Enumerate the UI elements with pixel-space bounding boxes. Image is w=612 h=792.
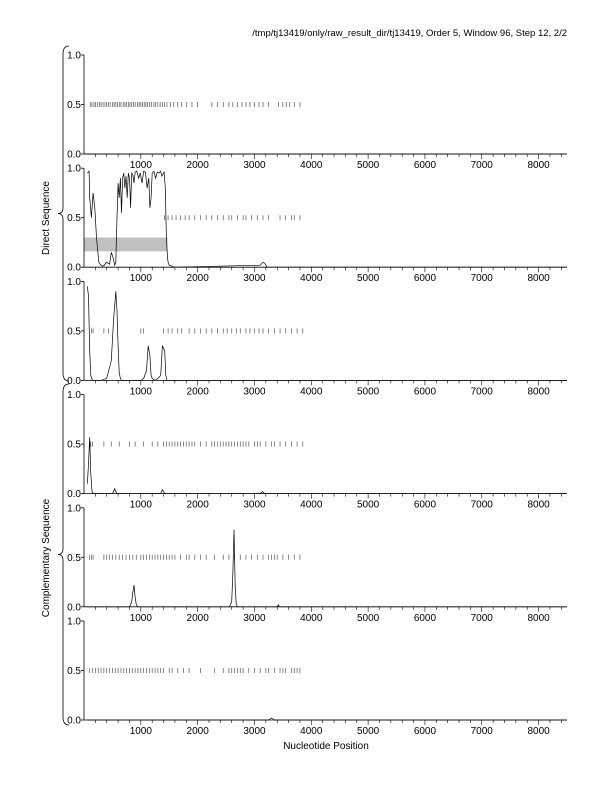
y-tick-label: 0.5 [67,666,81,677]
x-tick-label: 2000 [186,273,209,285]
x-tick-label: 1000 [129,726,152,737]
x-tick-label: 8000 [527,273,550,285]
x-tick-label: 7000 [470,612,493,624]
series-line [87,286,567,380]
x-tick-label: 4000 [300,612,323,624]
panel-3 [67,277,567,398]
x-tick-label: 7000 [470,273,493,285]
y-tick-label: 0.0 [67,489,81,501]
x-tick-label: 5000 [356,273,380,285]
x-tick-label: 8000 [527,612,550,624]
x-tick-label: 6000 [413,386,437,398]
x-tick-label: 3000 [243,160,266,171]
group-label-complementary: Complementary Sequence [41,498,52,618]
x-tick-label: 2000 [186,612,209,624]
x-tick-label: 6000 [413,726,437,737]
x-tick-label: 7000 [470,160,493,171]
x-tick-label: 7000 [470,499,493,511]
y-tick-label: 0.5 [67,326,81,338]
x-tick-label: 1000 [129,612,152,624]
x-tick-label: 5000 [356,386,380,398]
y-tick-label: 1.0 [67,163,81,175]
x-tick-label: 4000 [300,726,323,737]
x-tick-label: 2000 [186,160,209,171]
x-tick-label: 4000 [300,386,323,398]
x-tick-label: 4000 [300,499,323,511]
x-tick-label: 1000 [129,273,152,285]
y-tick-label: 1.0 [67,276,81,288]
x-tick-label: 2000 [186,386,209,398]
y-tick-label: 1.0 [67,503,81,515]
x-tick-label: 8000 [527,386,550,398]
x-axis-label: Nucleotide Position [283,741,369,752]
panels [67,51,567,738]
panel-4 [67,390,567,511]
x-tick-label: 3000 [243,273,266,285]
y-tick-label: 1.0 [67,616,81,628]
x-tick-label: 1000 [129,499,152,511]
x-tick-label: 1000 [129,160,152,171]
y-tick-label: 1.0 [67,50,81,62]
x-tick-label: 5000 [356,160,380,171]
x-tick-label: 5000 [356,726,380,737]
x-tick-label: 7000 [470,726,493,737]
panel-1 [67,51,567,172]
x-tick-label: 8000 [527,726,550,737]
x-tick-label: 6000 [413,160,437,171]
x-tick-label: 8000 [527,160,550,171]
x-tick-label: 7000 [470,386,493,398]
panel-6 [67,617,567,738]
series-line [87,171,567,267]
x-tick-label: 3000 [243,612,266,624]
group-label-direct: Direct Sequence [41,181,52,255]
panel-5 [67,503,567,624]
series-line [87,718,567,720]
series-line [87,437,567,493]
y-tick-label: 0.5 [67,213,81,225]
x-tick-label: 5000 [356,499,380,511]
x-tick-label: 2000 [186,726,209,737]
x-tick-label: 3000 [243,386,266,398]
x-tick-label: 1000 [129,386,152,398]
y-tick-label: 0.0 [67,262,81,274]
x-tick-label: 4000 [300,160,323,171]
x-tick-label: 4000 [300,273,323,285]
y-tick-label: 0.0 [67,375,81,387]
series-line [87,530,567,607]
y-tick-label: 0.5 [67,552,81,564]
figure-title: /tmp/tj13419/only/raw_result_dir/tj13419, Order 5, Window 96, Step 12, 2/2 [252,28,567,39]
y-tick-label: 0.0 [67,715,81,727]
y-tick-label: 0.0 [67,602,81,614]
x-tick-label: 5000 [356,612,380,624]
x-tick-label: 3000 [243,726,266,737]
y-tick-label: 0.5 [67,100,81,111]
y-tick-label: 0.5 [67,439,81,451]
x-tick-label: 6000 [413,273,437,285]
y-tick-label: 0.0 [67,149,81,161]
panel-2 [67,164,567,285]
y-tick-label: 1.0 [67,390,81,402]
x-tick-label: 2000 [186,499,209,511]
x-tick-label: 3000 [243,499,266,511]
x-tick-label: 6000 [413,499,437,511]
x-tick-label: 6000 [413,612,437,624]
x-tick-label: 8000 [527,499,550,511]
